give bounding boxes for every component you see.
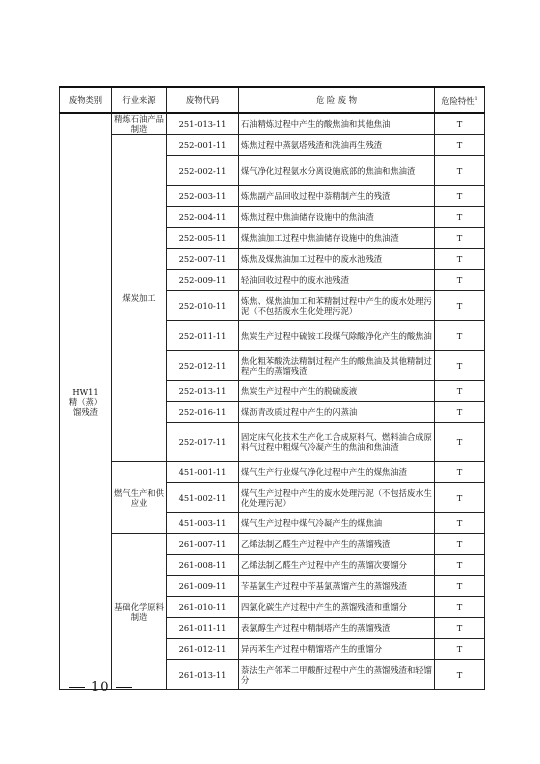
- risk-cell: T: [435, 156, 485, 186]
- risk-cell: T: [435, 381, 485, 402]
- waste-code-cell: 261-013-11: [167, 660, 239, 690]
- risk-cell: T: [435, 291, 485, 321]
- waste-description-cell: 煤气生产过程中产生的废水处理污泥（不包括废水生化处理污泥）: [239, 483, 435, 513]
- waste-description-cell: 石油精炼过程中产生的酸焦油和其他焦油: [239, 113, 435, 135]
- header-industry: 行业来源: [112, 87, 167, 113]
- table-row: [60, 135, 485, 156]
- risk-cell: T: [435, 135, 485, 156]
- table-header-row: [60, 87, 485, 113]
- waste-description-cell: 轻油回收过程中的废水池残渣: [239, 270, 435, 291]
- risk-cell: T: [435, 483, 485, 513]
- page-dash-right: [116, 687, 132, 688]
- waste-description-cell: 焦炭生产过程中产生的脱硫废液: [239, 381, 435, 402]
- waste-code-cell: 252-001-11: [167, 135, 239, 156]
- waste-code-cell: 451-002-11: [167, 483, 239, 513]
- risk-cell: T: [435, 207, 485, 228]
- waste-code-cell: 252-002-11: [167, 156, 239, 186]
- table-body: [60, 113, 485, 690]
- risk-cell: T: [435, 597, 485, 618]
- header-risk-footnote: 1: [474, 96, 478, 103]
- header-code: 废物代码: [167, 87, 239, 113]
- waste-description-cell: 炼焦及煤焦油加工过程中的废水池残渣: [239, 249, 435, 270]
- waste-code-cell: 252-007-11: [167, 249, 239, 270]
- industry-cell: 煤炭加工: [112, 135, 167, 462]
- risk-cell: T: [435, 576, 485, 597]
- risk-cell: T: [435, 618, 485, 639]
- waste-code-cell: 252-013-11: [167, 381, 239, 402]
- risk-cell: T: [435, 462, 485, 483]
- risk-cell: T: [435, 555, 485, 576]
- risk-cell: T: [435, 228, 485, 249]
- waste-code-cell: 451-001-11: [167, 462, 239, 483]
- waste-code-cell: 251-013-11: [167, 113, 239, 135]
- waste-code-cell: 252-017-11: [167, 423, 239, 462]
- industry-cell: 基础化学原料制造: [112, 534, 167, 690]
- waste-description-cell: 煤气生产行业煤气净化过程中产生的煤焦油渣: [239, 462, 435, 483]
- waste-table: [59, 86, 485, 690]
- waste-code-cell: 252-005-11: [167, 228, 239, 249]
- waste-description-cell: 乙烯法制乙醛生产过程中产生的蒸馏残渣: [239, 534, 435, 555]
- table-row: [60, 534, 485, 555]
- waste-description-cell: 炼焦、煤焦油加工和苯精制过程中产生的废水处理污泥（不包括废水生化处理污泥）: [239, 291, 435, 321]
- risk-cell: T: [435, 249, 485, 270]
- waste-code-cell: 261-012-11: [167, 639, 239, 660]
- waste-description-cell: 苄基氯生产过程中苄基氯蒸馏产生的蒸馏残渣: [239, 576, 435, 597]
- waste-code-cell: 252-010-11: [167, 291, 239, 321]
- header-risk-label: 危险特性: [441, 95, 475, 106]
- waste-code-cell: 252-016-11: [167, 402, 239, 423]
- waste-description-cell: 异丙苯生产过程中精馏塔产生的重馏分: [239, 639, 435, 660]
- risk-cell: T: [435, 321, 485, 351]
- waste-description-cell: 四氯化碳生产过程中产生的蒸馏残渣和重馏分: [239, 597, 435, 618]
- waste-code-cell: 451-003-11: [167, 513, 239, 534]
- header-waste: 危 险 废 物: [239, 87, 435, 113]
- category-cell: [60, 113, 112, 690]
- category-name-line1: 精（蒸）: [68, 396, 103, 407]
- risk-cell: T: [435, 186, 485, 207]
- risk-cell: T: [435, 423, 485, 462]
- risk-cell: T: [435, 639, 485, 660]
- waste-description-cell: 焦炭生产过程中硫铵工段煤气除酸净化产生的酸焦油: [239, 321, 435, 351]
- waste-description-cell: 萘法生产邻苯二甲酸酐过程中产生的蒸馏残渣和轻馏分: [239, 660, 435, 690]
- risk-cell: T: [435, 402, 485, 423]
- table-row: [60, 462, 485, 483]
- waste-code-cell: 261-011-11: [167, 618, 239, 639]
- waste-code-cell: 252-012-11: [167, 351, 239, 381]
- waste-description-cell: 炼焦过程中蒸氨塔残渣和洗油再生残渣: [239, 135, 435, 156]
- waste-code-cell: 252-003-11: [167, 186, 239, 207]
- waste-code-cell: 252-004-11: [167, 207, 239, 228]
- industry-cell: 精炼石油产品制造: [112, 113, 167, 135]
- waste-description-cell: 煤气净化过程氨水分离设施底部的焦油和焦油渣: [239, 156, 435, 186]
- waste-description-cell: 表氯醇生产过程中精制塔产生的蒸馏残渣: [239, 618, 435, 639]
- waste-description-cell: 煤沥青改质过程中产生的闪蒸油: [239, 402, 435, 423]
- risk-cell: T: [435, 660, 485, 690]
- waste-description-cell: 煤气生产过程中煤气冷凝产生的煤焦油: [239, 513, 435, 534]
- table-row: [60, 113, 485, 135]
- category-name-line2: 馏残渣: [73, 406, 98, 417]
- page-dash-left: [69, 687, 85, 688]
- waste-code-cell: 261-010-11: [167, 597, 239, 618]
- risk-cell: T: [435, 113, 485, 135]
- waste-code-cell: 252-009-11: [167, 270, 239, 291]
- waste-description-cell: 煤焦油加工过程中焦油储存设施中的焦油渣: [239, 228, 435, 249]
- waste-code-cell: 252-011-11: [167, 321, 239, 351]
- waste-description-cell: 固定床气化技术生产化工合成原料气、燃料油合成原料气过程中粗煤气冷凝产生的焦油和焦油渣: [239, 423, 435, 462]
- category-code: HW11: [72, 386, 99, 397]
- risk-cell: T: [435, 534, 485, 555]
- waste-description-cell: 炼焦副产品回收过程中萘精制产生的残渣: [239, 186, 435, 207]
- waste-description-cell: 焦化粗苯酸洗法精制过程产生的酸焦油及其他精制过程产生的蒸馏残渣: [239, 351, 435, 381]
- header-category: 废物类别: [60, 87, 112, 113]
- header-risk: [435, 87, 485, 113]
- waste-code-cell: 261-009-11: [167, 576, 239, 597]
- waste-code-cell: 261-008-11: [167, 555, 239, 576]
- waste-code-cell: 261-007-11: [167, 534, 239, 555]
- risk-cell: T: [435, 351, 485, 381]
- industry-cell: 燃气生产和供应业: [112, 462, 167, 534]
- page-number: [63, 680, 138, 695]
- risk-cell: T: [435, 513, 485, 534]
- page-number-value: 10: [91, 680, 110, 695]
- waste-description-cell: 乙烯法制乙醛生产过程中产生的蒸馏次要馏分: [239, 555, 435, 576]
- risk-cell: T: [435, 270, 485, 291]
- waste-description-cell: 炼焦过程中焦油储存设施中的焦油渣: [239, 207, 435, 228]
